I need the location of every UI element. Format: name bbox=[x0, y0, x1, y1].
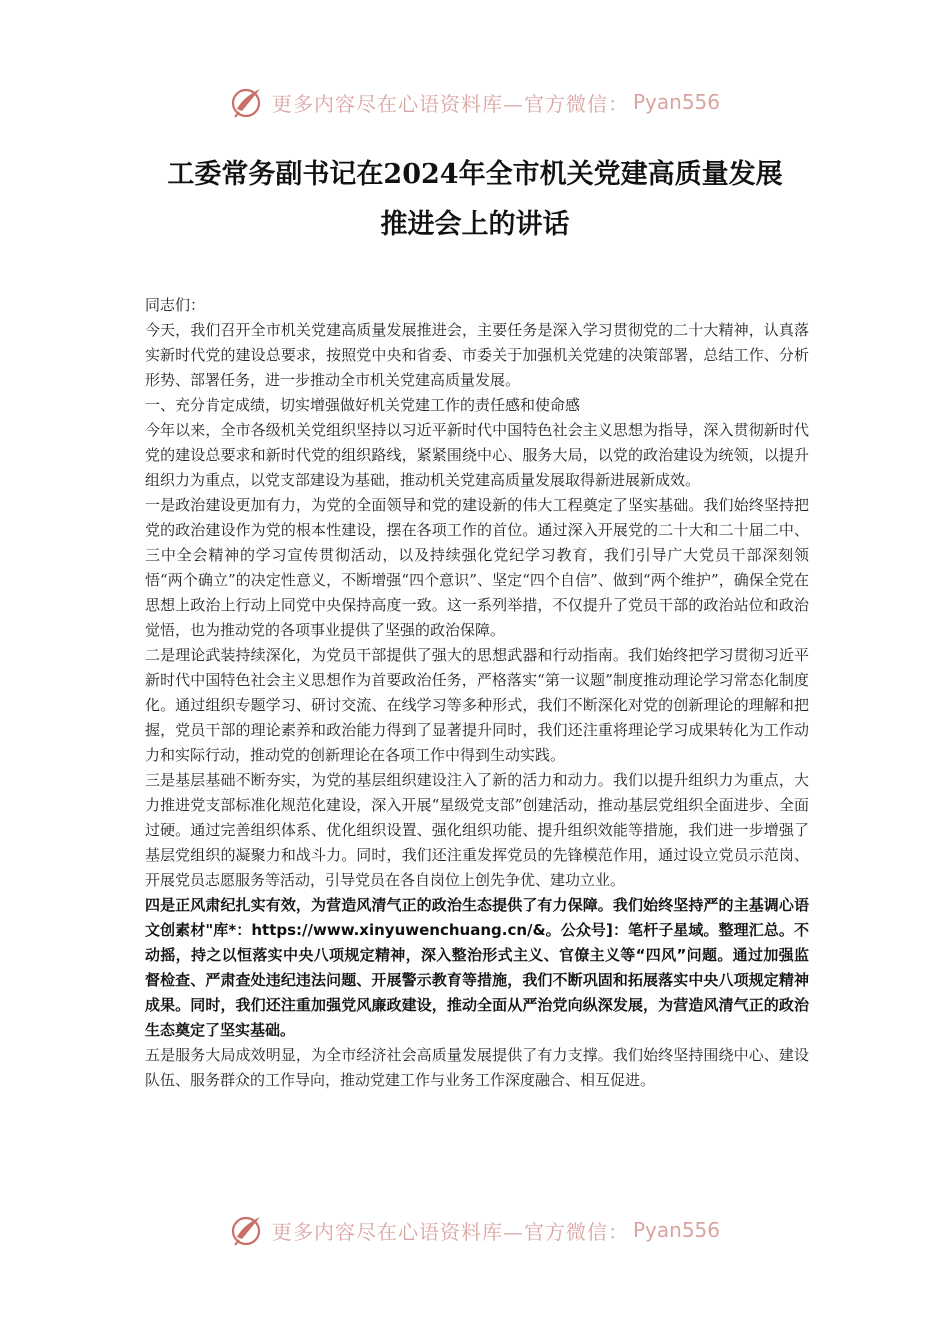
brush-logo-icon bbox=[230, 1212, 266, 1248]
body-paragraph: 二是理论武装持续深化，为党员干部提供了强大的思想武器和行动指南。我们始终把学习贯彻习近平新时代中国特色社会主义思想作为首要政治任务，严格落实“第一议题”制度推动理论学习常态化制度化。通过组织专题学习、研讨交流、在线学习等多种形式，我们不断深化对党的创新理论的理解和把握，党员干部的理论素养和政治能力得到了显著提升同时，我们还注重将理论学习成果转化为工作动力和实际行动，推动党的创新理论在各项工作中得到生动实践。 bbox=[145, 646, 809, 764]
watermark-banner-top bbox=[0, 82, 950, 122]
salutation: 同志们： bbox=[145, 296, 206, 314]
document-body bbox=[145, 293, 809, 1093]
watermark-wechat-id: Pyan556 bbox=[632, 1218, 720, 1242]
watermark-banner-bottom bbox=[0, 1210, 950, 1250]
section-heading: 一、充分肯定成绩，切实增强做好机关党建工作的责任感和使命感 bbox=[145, 396, 581, 414]
watermark-text: 更多内容尽在心语资料库—官方微信： bbox=[271, 1219, 629, 1244]
body-paragraph: 五是服务大局成效明显，为全市经济社会高质量发展提供了有力支撑。我们始终坚持围绕中心、建设队伍、服务群众的工作导向，推动党建工作与业务工作深度融合、相互促进。 bbox=[145, 1046, 809, 1089]
watermark-text: 更多内容尽在心语资料库—官方微信： bbox=[271, 91, 629, 116]
body-paragraph: 四是正风肃纪扎实有效，为营造风清气正的政治生态提供了有力保障。我们始终坚持严的主基调心语文创素材"库*：https://www.xinyuwenchuang.cn/&。公众号]：笔杆子星域。整理汇总。不动摇，持之以恒落实中央八项规定精神，深入整治形式主义、官僚主义等“四风”问题。通过加强监督检查、严肃查处违纪违法问题、开展警示教育等措施，我们不断巩固和拓展落实中央八项规定精神成果。同时，我们还注重加强党风廉政建设，推动全面从严治党向纵深发展，为营造风清气正的政治生态奠定了坚实基础。 bbox=[145, 896, 809, 1039]
brush-logo-icon bbox=[230, 84, 266, 120]
body-paragraph: 三是基层基础不断夯实，为党的基层组织建设注入了新的活力和动力。我们以提升组织力为重点，大力推进党支部标准化规范化建设，深入开展“星级党支部”创建活动，推动基层党组织全面进步、全面过硬。通过完善组织体系、优化组织设置、强化组织功能、提升组织效能等措施，我们进一步增强了基层党组织的凝聚力和战斗力。同时，我们还注重发挥党员的先锋模范作用，通过设立党员示范岗、开展党员志愿服务等活动，引导党员在各自岗位上创先争优、建功立业。 bbox=[145, 771, 809, 889]
body-paragraph: 一是政治建设更加有力，为党的全面领导和党的建设新的伟大工程奠定了坚实基础。我们始终坚持把党的政治建设作为党的根本性建设，摆在各项工作的首位。通过深入开展党的二十大和二十届二中、三中全会精神的学习宣传贯彻活动，以及持续强化党纪学习教育，我们引导广大党员干部深刻领悟“两个确立”的决定性意义，不断增强“四个意识”、坚定“四个自信”、做到“两个维护”，确保全党在思想上政治上行动上同党中央保持高度一致。这一系列举措，不仅提升了党员干部的政治站位和政治觉悟，也为推动党的各项事业提供了坚强的政治保障。 bbox=[145, 496, 809, 639]
document-title bbox=[120, 150, 830, 250]
body-paragraph: 今天，我们召开全市机关党建高质量发展推进会，主要任务是深入学习贯彻党的二十大精神，认真落实新时代党的建设总要求，按照党中央和省委、市委关于加强机关党建的决策部署，总结工作、分析形势、部署任务，进一步推动全市机关党建高质量发展。 bbox=[145, 321, 809, 389]
watermark-wechat-id: Pyan556 bbox=[632, 90, 720, 114]
title-line-2: 推进会上的讲话 bbox=[380, 209, 570, 240]
title-line-1: 工委常务副书记在2024年全市机关党建高质量发展 bbox=[167, 159, 783, 190]
body-paragraph: 今年以来，全市各级机关党组织坚持以习近平新时代中国特色社会主义思想为指导，深入贯彻新时代党的建设总要求和新时代党的组织路线，紧紧围绕中心、服务大局，以党的政治建设为统领，以提升组织力为重点，以党支部建设为基础，推动机关党建高质量发展取得新进展新成效。 bbox=[145, 421, 809, 489]
